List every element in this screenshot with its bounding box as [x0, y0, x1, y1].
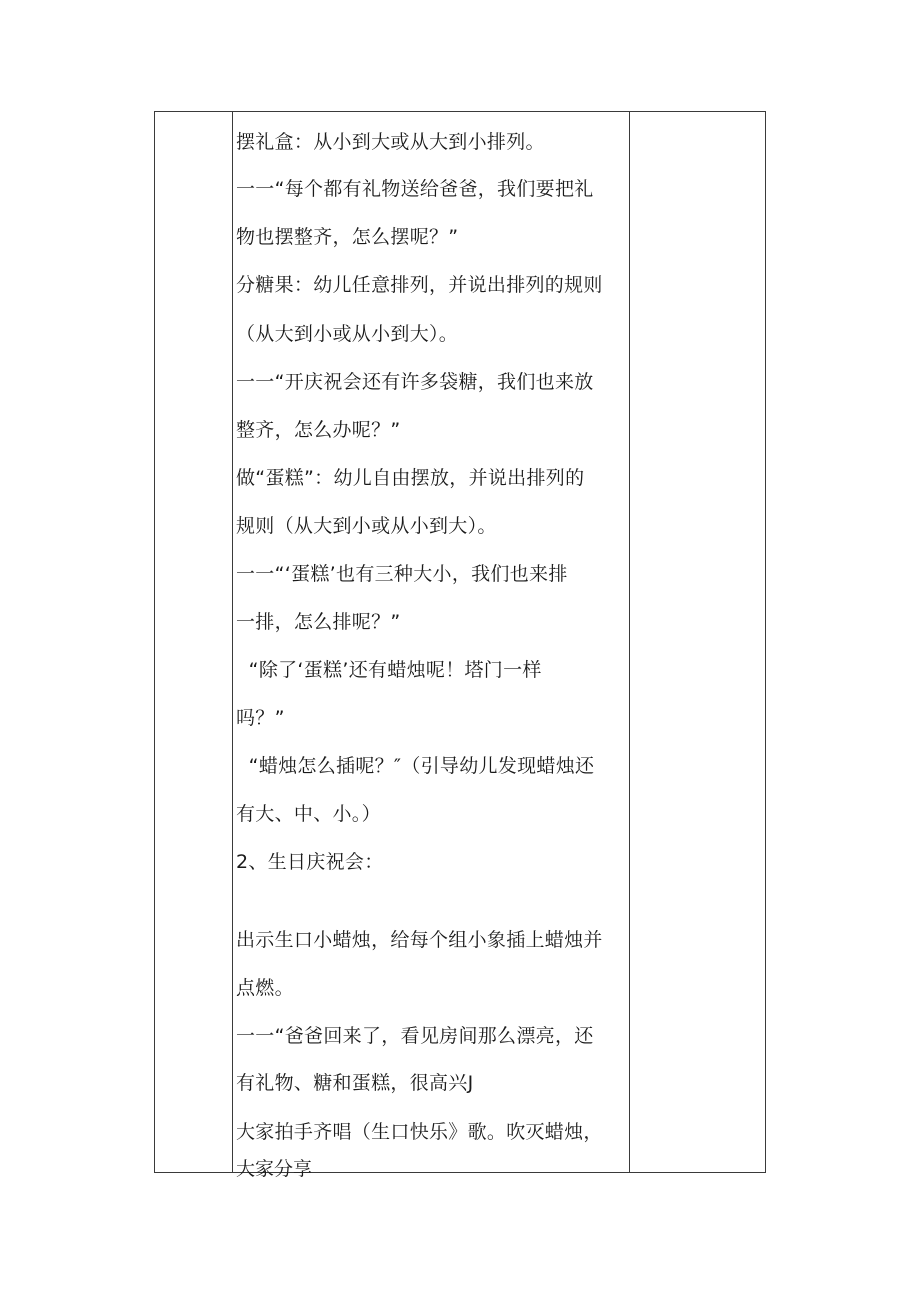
text-line: 规则（从大到小或从小到大）。: [236, 515, 497, 537]
text-line: 吗？”: [236, 707, 285, 729]
lesson-table: [154, 111, 766, 1173]
text-line: 一一“开庆祝会还有许多袋糖，我们也来放: [236, 371, 594, 393]
column-divider-2: [629, 112, 630, 1172]
text-line: 有大、中、小。）: [236, 803, 381, 825]
cropped-text-line: 大家分享: [236, 1158, 313, 1180]
text-line: 点燃。: [236, 977, 294, 999]
text-line: “除了‘蛋糕’还有蜡烛呢！塔门一样: [236, 659, 542, 681]
column-divider-1: [232, 112, 233, 1172]
text-line: 一一“‘蛋糕’也有三种大小，我们也来排: [236, 563, 568, 585]
text-line: 一一“爸爸回来了，看见房间那么漂亮，还: [236, 1025, 594, 1047]
text-line: 一排，怎么排呢？”: [236, 611, 401, 633]
text-line: 做“蛋糕”：幼儿自由摆放，并说出排列的: [236, 467, 585, 489]
section-heading: 2、生日庆祝会：: [236, 851, 384, 873]
text-line: 分糖果：幼儿任意排列，并说出排列的规则: [236, 274, 603, 296]
text-line: 一一“每个都有礼物送给爸爸，我们要把礼: [236, 178, 594, 200]
text-line: 大家拍手齐唱（生口快乐》歌。吹灭蜡烛，: [236, 1121, 603, 1143]
text-line: 出示生口小蜡烛，给每个组小象插上蜡烛并: [236, 929, 603, 951]
text-line: 摆礼盒：从小到大或从大到小排列。: [236, 131, 545, 153]
text-line: “蜡烛怎么插呢？″（引导幼儿发现蜡烛还: [236, 755, 595, 777]
text-line: 有礼物、糖和蛋糕，很高兴J: [236, 1072, 474, 1094]
text-line: 物也摆整齐，怎么摆呢？”: [236, 226, 459, 248]
text-line: 整齐，怎么办呢？”: [236, 419, 401, 441]
text-line: （从大到小或从小到大）。: [236, 323, 459, 345]
